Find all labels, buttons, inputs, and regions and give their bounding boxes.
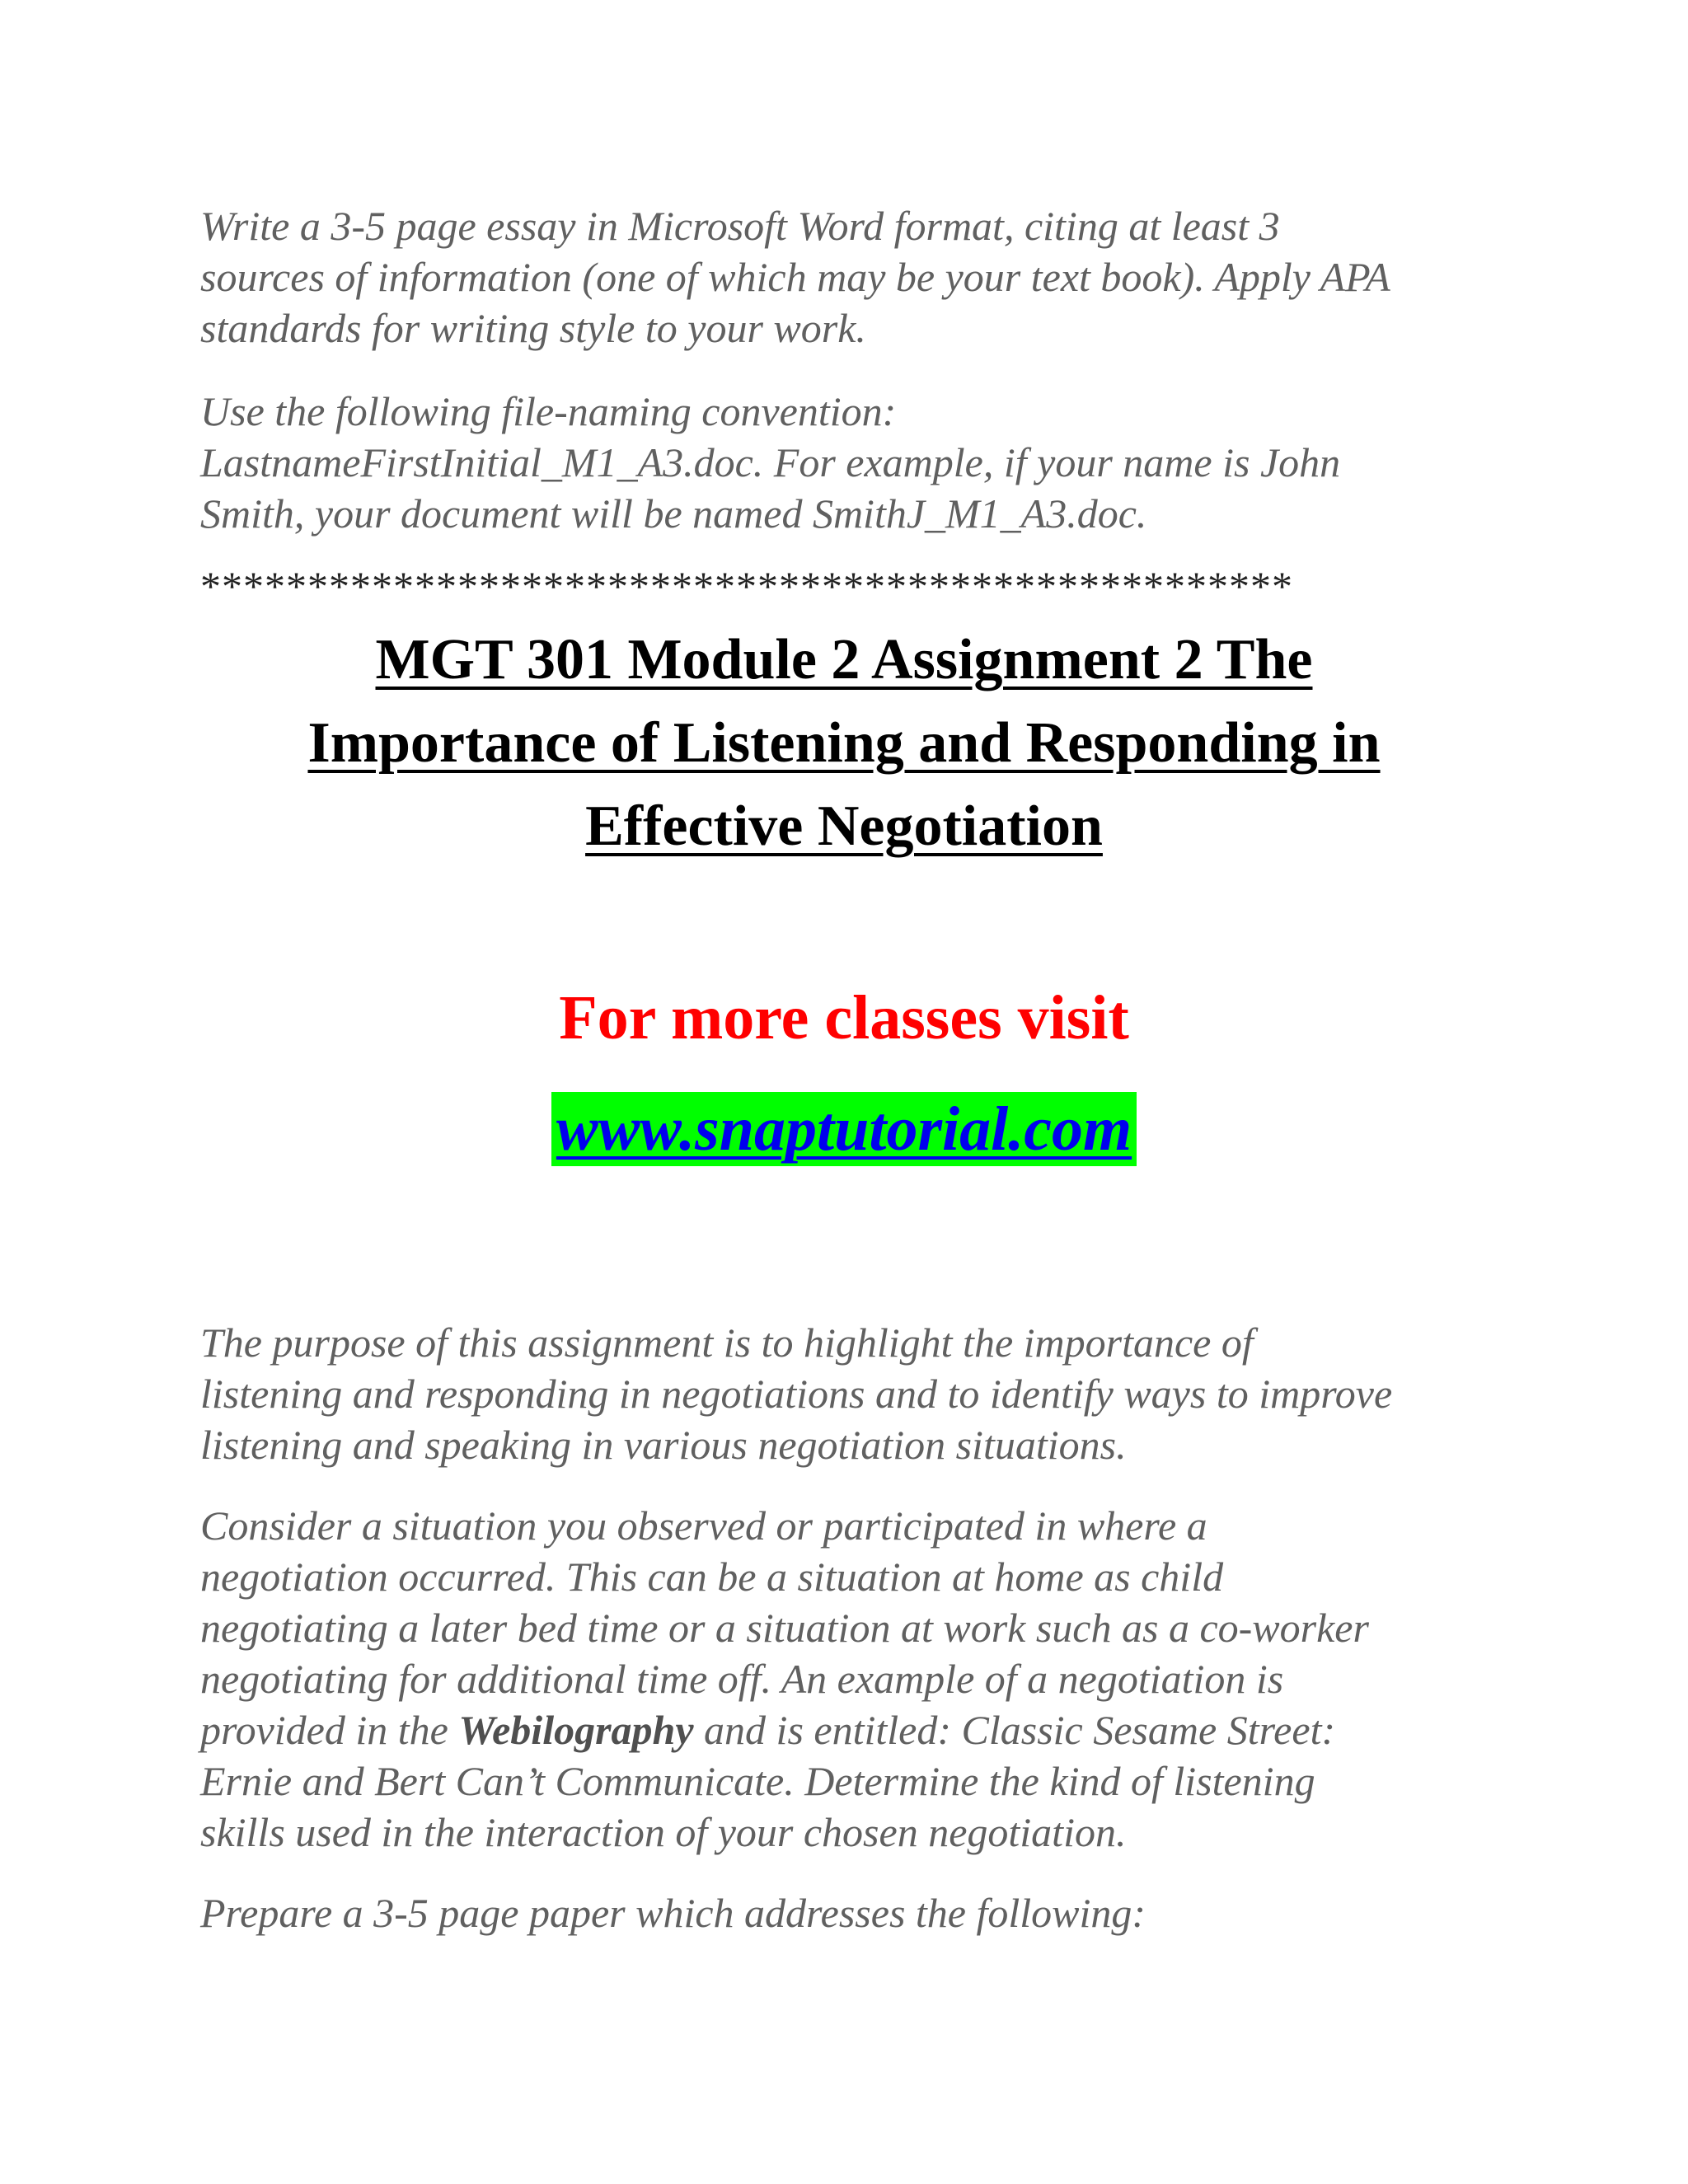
text-line: negotiating a later bed time or a situation at work such as a co-worker — [200, 1605, 1369, 1651]
page-title — [0, 618, 1688, 868]
promo-link-container — [0, 1092, 1688, 1166]
text-line: The purpose of this assignment is to highlight the importance of — [200, 1319, 1254, 1366]
promo-text: For more classes visit — [559, 983, 1129, 1052]
title-line: MGT 301 Module 2 Assignment 2 The — [375, 628, 1313, 691]
text-line: sources of information (one of which may be your text book). Apply APA — [200, 254, 1390, 300]
webilography-term: Webilography — [458, 1707, 694, 1753]
prepare-paragraph — [200, 1887, 1503, 1938]
text-line: Prepare a 3-5 page paper which addresses the following: — [200, 1890, 1146, 1936]
text-line: listening and responding in negotiations and to identify ways to improve — [200, 1371, 1393, 1417]
title-line: Effective Negotiation — [585, 794, 1103, 858]
text-line: negotiating for additional time off. An example of a negotiation is — [200, 1656, 1284, 1702]
text-line: Ernie and Bert Can’t Communicate. Determine the kind of listening — [200, 1758, 1315, 1804]
text-line: Write a 3-5 page essay in Microsoft Word format, citing at least 3 — [200, 203, 1280, 249]
purpose-paragraph — [200, 1317, 1503, 1470]
title-line: Importance of Listening and Responding in — [307, 711, 1381, 775]
text-line: Consider a situation you observed or participated in where a — [200, 1502, 1207, 1549]
text-line — [200, 1704, 1503, 1755]
text-line: standards for writing style to your work. — [200, 305, 866, 351]
text-line: Use the following file-naming convention: — [200, 388, 897, 434]
snaptutorial-link[interactable]: www.snaptutorial.com — [551, 1092, 1137, 1166]
text-line: skills used in the interaction of your chosen negotiation. — [200, 1809, 1127, 1855]
intro-paragraph-1 — [200, 200, 1503, 354]
separator-stars: *************************************************** — [200, 563, 1293, 609]
text-line: listening and speaking in various negotiation situations. — [200, 1422, 1127, 1468]
text-segment: and is entitled: Classic Sesame Street: — [693, 1707, 1336, 1753]
intro-paragraph-2 — [200, 386, 1503, 539]
text-line: negotiation occurred. This can be a situation at home as child — [200, 1554, 1224, 1600]
text-line: Smith, your document will be named SmithJ_M1_A3.doc. — [200, 490, 1147, 537]
consider-paragraph — [200, 1500, 1503, 1858]
text-segment: provided in the — [200, 1707, 459, 1753]
text-line: LastnameFirstInitial_M1_A3.doc. For example, if your name is John — [200, 439, 1341, 485]
